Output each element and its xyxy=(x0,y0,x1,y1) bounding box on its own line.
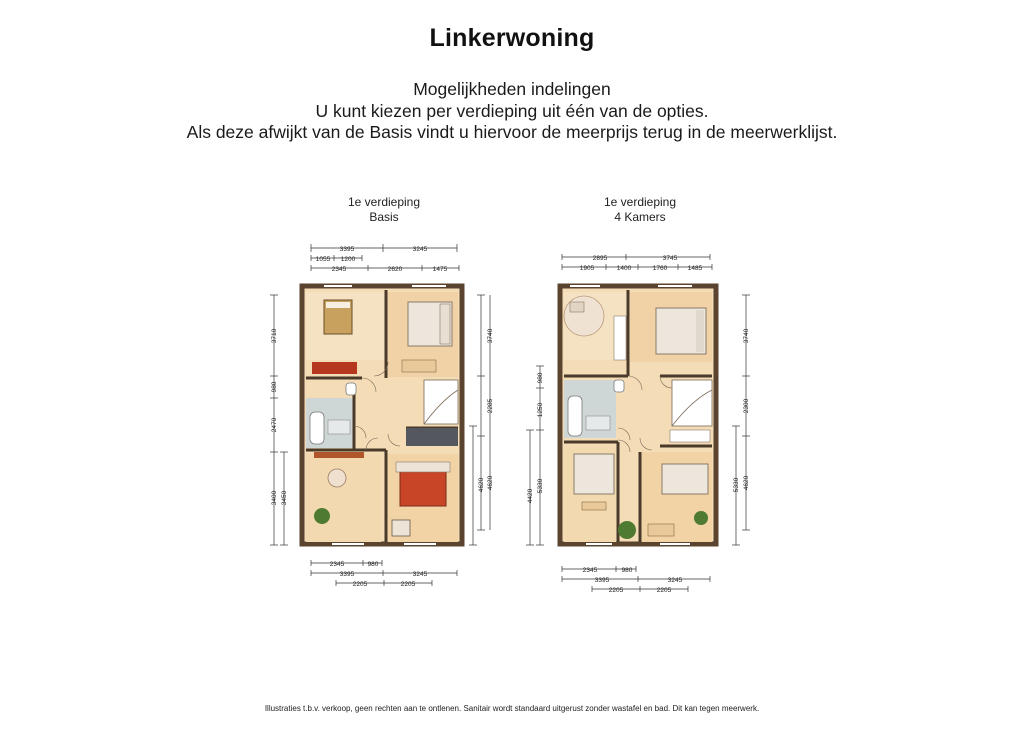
floor-plan-drawing xyxy=(302,286,462,544)
plan-floor-label: 1e verdieping xyxy=(603,195,677,209)
dim-label: 5330 xyxy=(537,478,544,494)
dim-label: 1200 xyxy=(340,256,356,263)
dim-label: 2620 xyxy=(387,266,403,273)
dim-label: 1760 xyxy=(652,265,668,272)
plan-caption-basis xyxy=(284,195,484,225)
dim-label: 2345 xyxy=(582,567,598,574)
dim-label: 4620 xyxy=(743,475,750,491)
dim-label: 2895 xyxy=(592,255,608,262)
dim-label: 1905 xyxy=(579,265,595,272)
dim-label: 4620 xyxy=(478,477,485,493)
dim-label: 3395 xyxy=(339,246,355,253)
intro-line-1: Mogelijkheden indelingen xyxy=(413,79,611,99)
dim-label: 3740 xyxy=(487,328,494,344)
dim-label: 1400 xyxy=(616,265,632,272)
dim-label: 3395 xyxy=(594,577,610,584)
dim-label: 1475 xyxy=(432,266,448,273)
dim-label: 3745 xyxy=(662,255,678,262)
plan-option-label: Basis xyxy=(369,210,399,224)
dim-label: 980 xyxy=(621,567,633,574)
intro-line-3: Als deze afwijkt van de Basis vindt u hiervoor de meerprijs terug in de meerwerklijst. xyxy=(186,122,838,142)
dim-label: 1485 xyxy=(687,265,703,272)
plan-caption-4-kamers xyxy=(540,195,740,225)
dim-label: 3245 xyxy=(412,246,428,253)
dim-label: 2205 xyxy=(656,587,672,594)
dim-label: 4620 xyxy=(487,475,494,491)
dim-label: 5330 xyxy=(733,477,740,493)
disclaimer-footer: Illustraties t.b.v. verkoop, geen rechten aan te ontlenen. Sanitair wordt standaard uitgerust zonder wastafel en bad. Dit kan tegen meerwerk. xyxy=(264,704,760,713)
dim-label: 980 xyxy=(367,561,379,568)
floor-plan-drawing xyxy=(560,286,716,544)
dim-label: 3245 xyxy=(412,571,428,578)
plan-floor-label: 1e verdieping xyxy=(347,195,421,209)
dim-label: 3395 xyxy=(339,571,355,578)
dim-label: 980 xyxy=(271,381,278,393)
dim-label: 2470 xyxy=(271,417,278,433)
dim-label: 2345 xyxy=(331,266,347,273)
floor-plan-4-kamers xyxy=(520,240,760,600)
dim-label: 3245 xyxy=(667,577,683,584)
dim-label: 2285 xyxy=(487,398,494,414)
dim-label: 3740 xyxy=(743,328,750,344)
intro-text xyxy=(0,79,1024,144)
dim-label: 980 xyxy=(537,372,544,384)
dim-label: 2300 xyxy=(743,398,750,414)
dim-label: 1055 xyxy=(315,256,331,263)
dim-label: 1250 xyxy=(537,402,544,418)
dim-label: 2205 xyxy=(352,581,368,588)
dim-label: 2205 xyxy=(400,581,416,588)
dim-label: 3710 xyxy=(271,328,278,344)
dim-label: 3450 xyxy=(281,490,288,506)
dim-label: 4420 xyxy=(527,488,534,504)
dim-label: 2345 xyxy=(329,561,345,568)
floor-plan-basis xyxy=(262,240,494,600)
dim-label: 3400 xyxy=(271,490,278,506)
dim-label: 2205 xyxy=(608,587,624,594)
plan-option-label: 4 Kamers xyxy=(614,210,666,224)
page-title: Linkerwoning xyxy=(429,24,595,52)
intro-line-2: U kunt kiezen per verdieping uit één van de opties. xyxy=(315,100,709,121)
